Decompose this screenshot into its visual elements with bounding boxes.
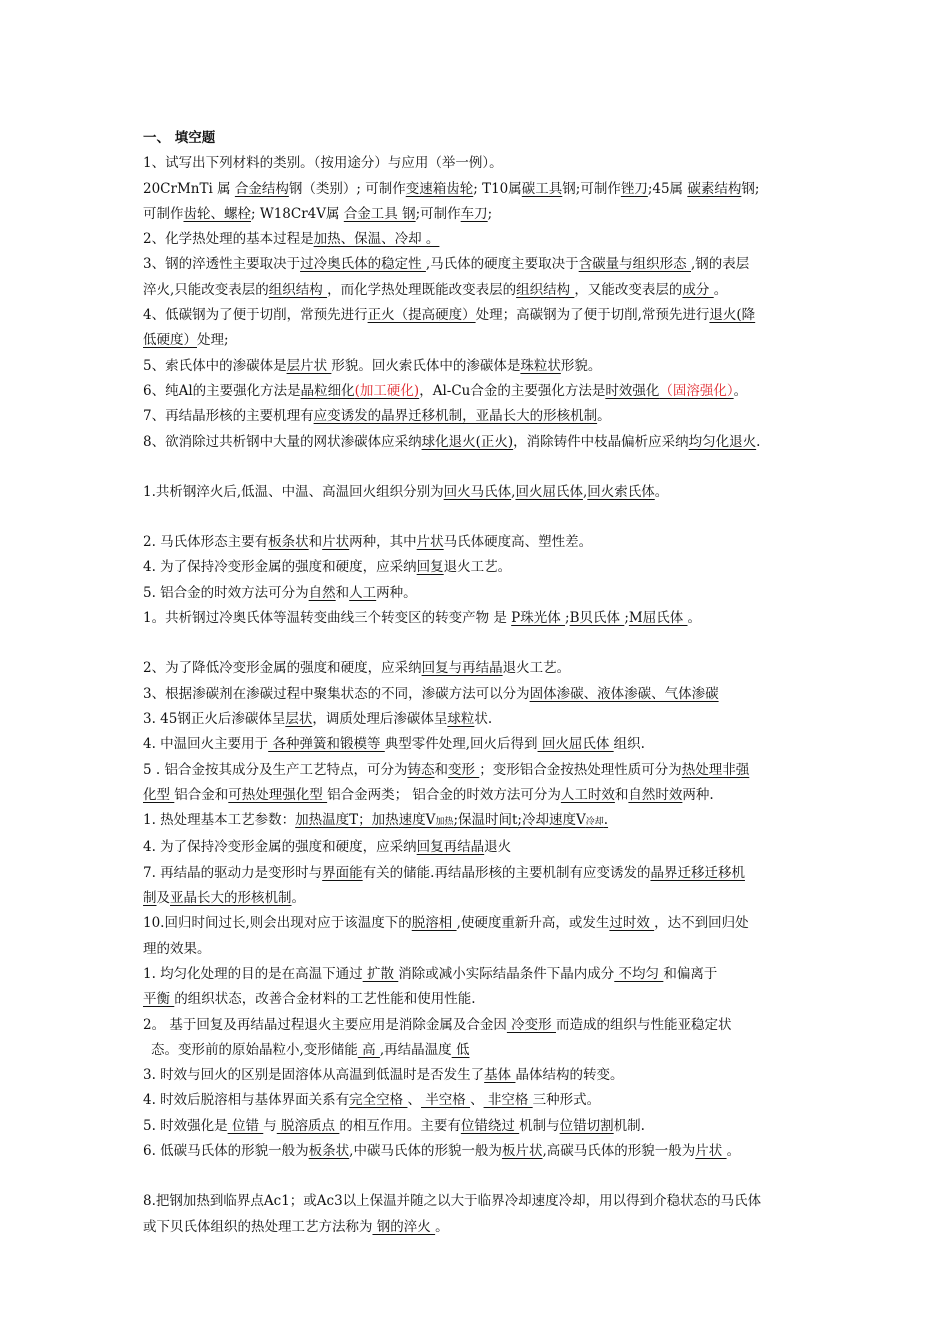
text-line: 10.回归时间过长,则会出现对应于该温度下的脱溶相 ,使硬度重新升高，或发生过时效 ，达不到回归处 <box>143 915 749 932</box>
text-line: 1.共析钢淬火后,低温、中温、高温回火组织分别为回火马氏体,回火屈氏体,回火索氏体。 <box>143 483 669 500</box>
document-body <box>143 126 815 1240</box>
text-line: 6. 低碳马氏体的形貌一般为板条状,中碳马氏体的形貌一般为板片状,高碳马氏体的形貌一般为片状 。 <box>143 1142 741 1159</box>
text-line: 或下贝氏体组织的热处理工艺方法称为 钢的淬火 。 <box>143 1218 449 1235</box>
text-line: 态。变形前的原始晶粒小,变形储能 高 ,再结晶温度 低 <box>151 1041 470 1058</box>
text-line: 2. 马氏体形态主要有板条状和片状两种，其中片状马氏体硬度高、塑性差。 <box>143 534 593 551</box>
section-heading: 一、 填空题 <box>143 130 216 146</box>
text-line: 3、钢的淬透性主要取决于过冷奥氏体的稳定性 ,马氏体的硬度主要取决于含碳量与组织形态 ,钢的表层 <box>143 256 750 273</box>
text-line: 理的效果。 <box>143 940 211 957</box>
text-line: 4. 为了保持冷变形金属的强度和硬度，应采纳回复退火工艺。 <box>143 559 512 576</box>
text-line: 5、索氏体中的渗碳体是层片状 形貌。回火索氏体中的渗碳体是珠粒状形貌。 <box>143 357 602 374</box>
text-line: 淬火,只能改变表层的组织结构 ，而化学热处理既能改变表层的组织结构 ，又能改变表层的成分 。 <box>143 281 728 298</box>
text-line: 20CrMnTi 属 合金结构钢（类别）; 可制作变速箱齿轮; T10属碳工具钢;可制作锉刀;45属 碳素结构钢; <box>143 180 760 197</box>
text-line: 7. 再结晶的驱动力是变形时与界面能有关的储能.再结晶形核的主要机制有应变诱发的晶界迁移迁移机 <box>143 864 745 881</box>
text-line: 1、试写出下列材料的类别。（按用途分）与应用（举一例）。 <box>143 155 503 172</box>
text-line: 4. 为了保持冷变形金属的强度和硬度，应采纳回复再结晶退火 <box>143 839 512 856</box>
text-line: 1. 热处理基本工艺参数：加热温度T；加热速度V加热;保温时间t;冷却速度V冷却. <box>143 812 609 829</box>
text-line: 1。共析钢过冷奥氏体等温转变曲线三个转变区的转变产物 是 P珠光体 ;B贝氏体 ;M屈氏体 。 <box>143 610 702 627</box>
text-line: 平衡 的组织状态，改善合金材料的工艺性能和使用性能. <box>143 991 476 1008</box>
text-line: 4. 中温回火主要用于 各种弹簧和锻模等 典型零件处理,回火后得到 回火屈氏体 组织. <box>143 736 645 753</box>
text-line: 5 . 铝合金按其成分及生产工艺特点，可分为铸态和变形 ；变形铝合金按热处理性质可分为热处理非强 <box>143 761 750 778</box>
text-line: 4、低碳钢为了便于切削，常预先进行正火（提高硬度）处理；高碳钢为了便于切削,常预先进行退火(降 <box>143 307 756 324</box>
text-line: 2。 基于回复及再结晶过程退火主要应用是消除金属及合金因 冷变形 而造成的组织与性能亚稳定状 <box>143 1016 732 1033</box>
text-line: 2、为了降低冷变形金属的强度和硬度，应采纳回复与再结晶退火工艺。 <box>143 660 571 677</box>
text-line: 4. 时效后脱溶相与基体界面关系有完全空格 、 半空格 、 非空格 三种形式。 <box>143 1092 601 1109</box>
text-line: 化型 铝合金和可热处理强化型 铝合金两类； 铝合金的时效方法可分为人工时效和自然时效两种. <box>143 786 714 803</box>
text-line: 8.把钢加热到临界点Ac1；或Ac3以上保温并随之以大于临界冷却速度冷却，用以得到介稳状态的马氏体 <box>143 1193 762 1210</box>
text-line: 5. 时效强化是 位错 与 脱溶质点 的相互作用。主要有位错绕过 机制与位错切割机制. <box>143 1117 645 1134</box>
text-line: 6、纯Al的主要强化方法是晶粒细化(加工硬化)，Al-Cu合金的主要强化方法是时效强化（固溶强化）。 <box>143 382 748 399</box>
text-line: 可制作齿轮、螺栓; W18Cr4V属 合金工具 钢;可制作车刀; <box>143 205 493 222</box>
text-line: 3、根据渗碳剂在渗碳过程中聚集状态的不同，渗碳方法可以分为固体渗碳、液体渗碳、气体渗碳 <box>143 685 719 702</box>
text-line: 1. 均匀化处理的目的是在高温下通过 扩散 消除或减小实际结晶条件下晶内成分 不均匀 和偏离于 <box>143 965 718 982</box>
text-line: 8、欲消除过共析钢中大量的网状渗碳体应采纳球化退火(正火)，消除铸件中枝晶偏析应采纳均匀化退火. <box>143 433 761 450</box>
text-line: 3. 时效与回火的区别是固溶体从高温到低温时是否发生了基体 晶体结构的转变。 <box>143 1067 624 1084</box>
text-line: 制及亚晶长大的形核机制。 <box>143 890 305 907</box>
text-line: 5. 铝合金的时效方法可分为自然和人工两种。 <box>143 584 417 601</box>
text-line: 7、再结晶形核的主要机理有应变诱发的晶界迁移机制，亚晶长大的形核机制。 <box>143 408 611 425</box>
text-line: 2、化学热处理的基本过程是加热、保温、冷却 。 <box>143 231 440 248</box>
text-line: 3. 45钢正火后渗碳体呈层状，调质处理后渗碳体呈球粒状. <box>143 710 493 727</box>
text-line: 低硬度）处理; <box>143 332 229 349</box>
